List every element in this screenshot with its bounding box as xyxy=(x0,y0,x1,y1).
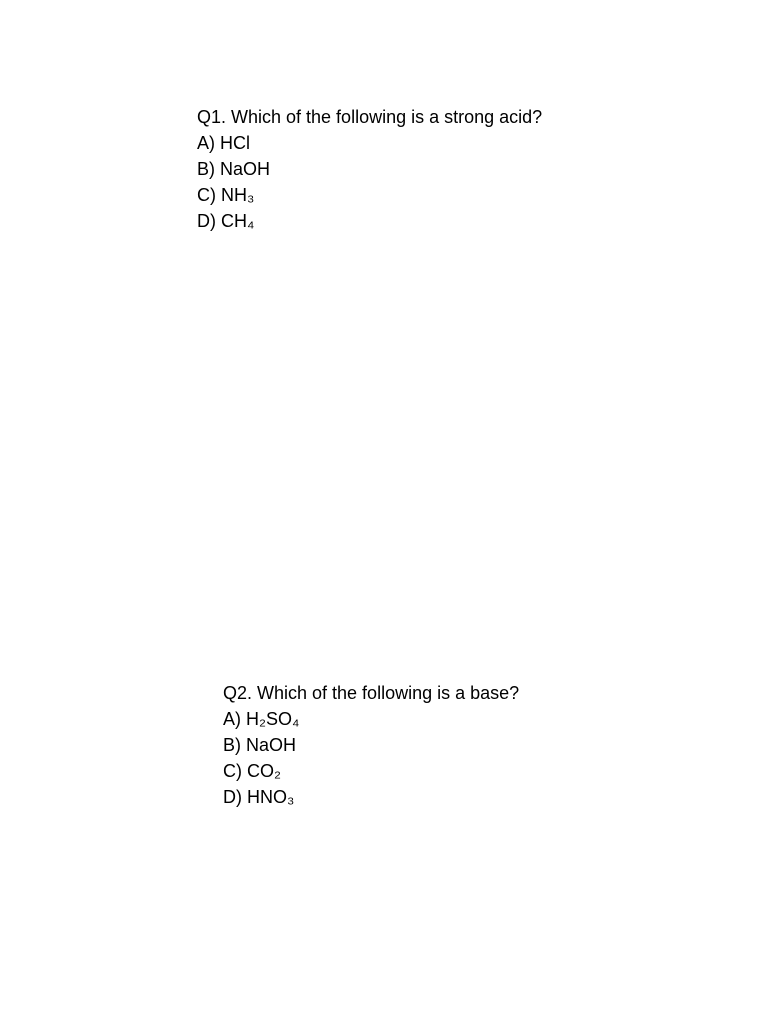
answer-option-b: B) NaOH xyxy=(197,159,271,179)
answer-option-a: A) H₂SO₄ xyxy=(223,709,300,729)
answer-option-d: D) HNO₃ xyxy=(223,787,295,807)
answer-option-c: C) NH₃ xyxy=(197,185,255,205)
answer-option-d: D) CH₄ xyxy=(197,211,255,231)
answer-option-c: C) CO₂ xyxy=(223,761,281,781)
question-block-2 xyxy=(223,680,519,810)
question-prompt: Q1. Which of the following is a strong acid? xyxy=(197,107,543,127)
question-block-1 xyxy=(197,104,542,234)
answer-option-b: B) NaOH xyxy=(223,735,297,755)
answer-option-a: A) HCl xyxy=(197,133,250,153)
question-prompt: Q2. Which of the following is a base? xyxy=(223,683,520,703)
